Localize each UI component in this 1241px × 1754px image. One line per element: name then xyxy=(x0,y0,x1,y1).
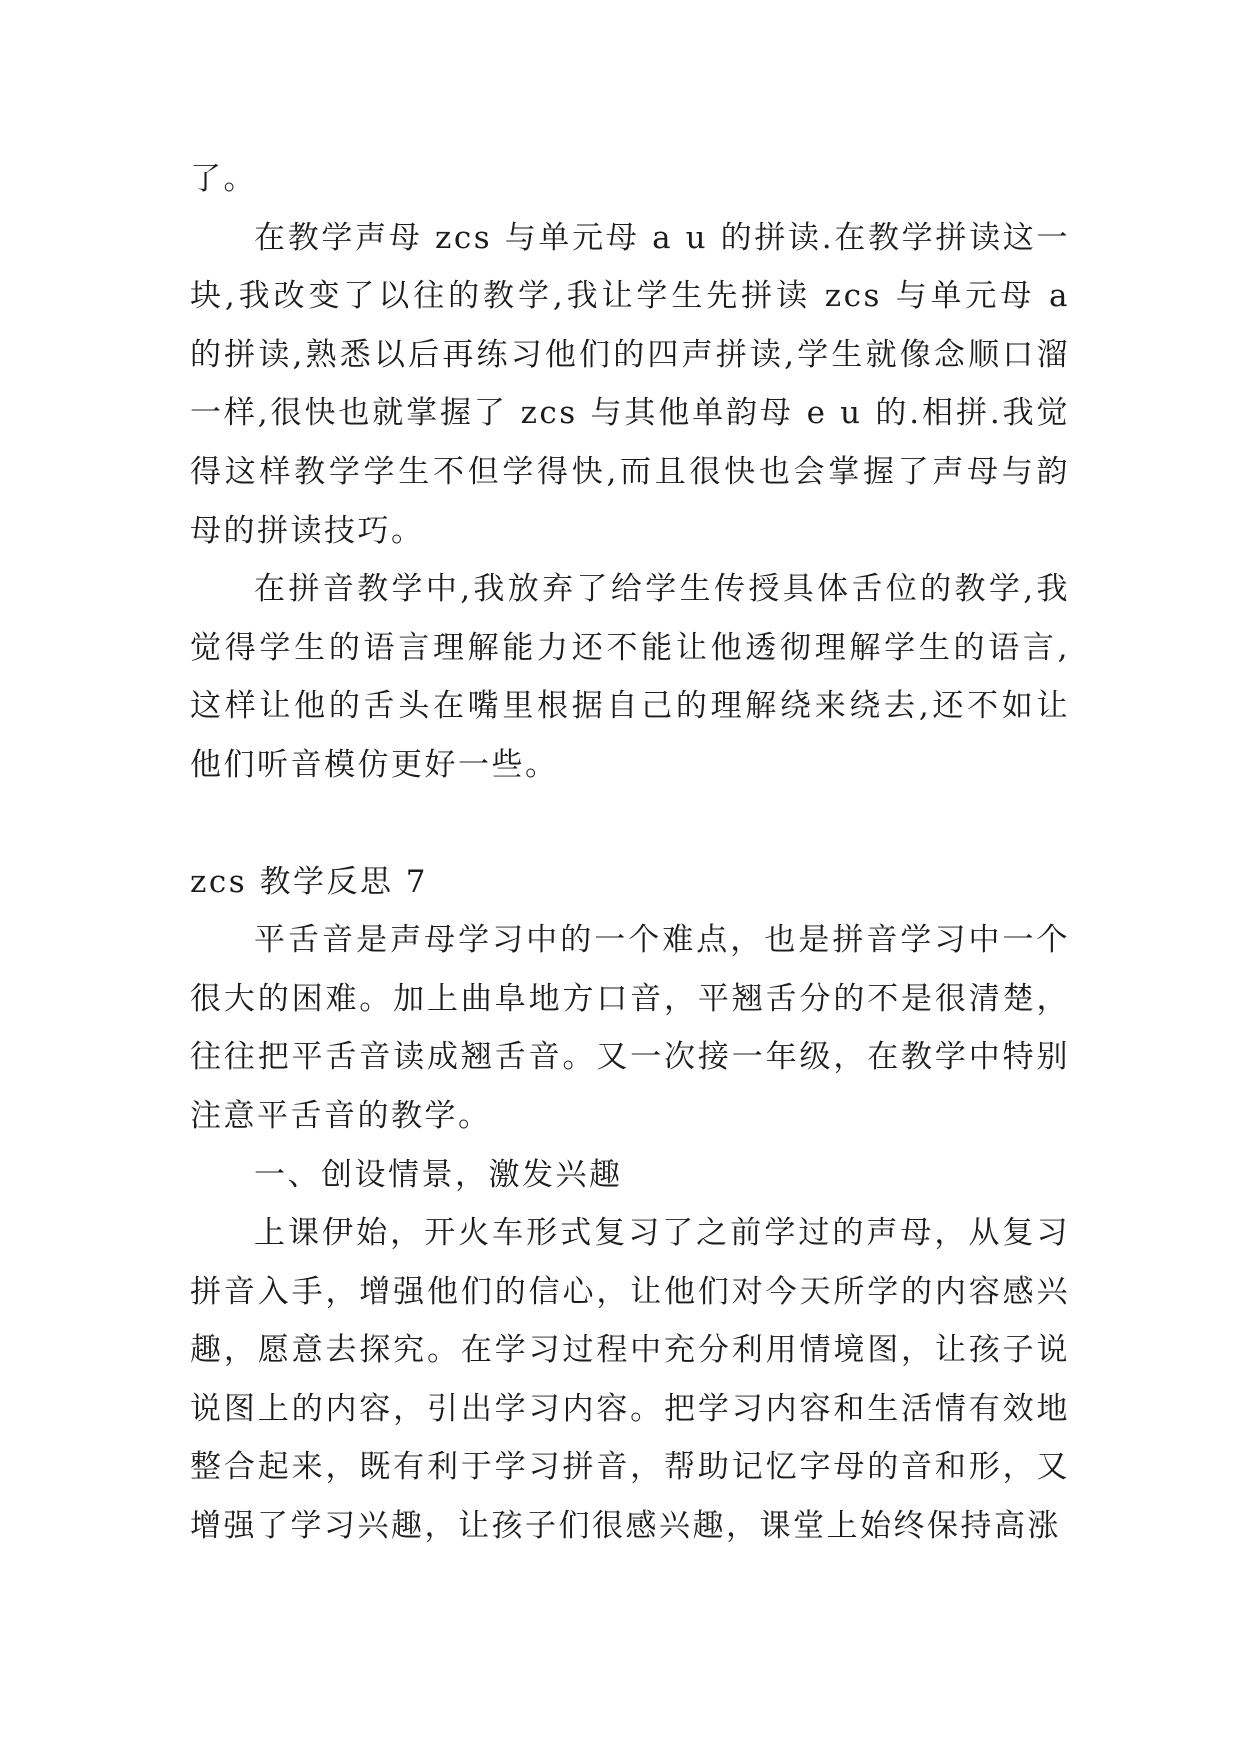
section-title: zcs 教学反思 7 xyxy=(190,863,429,900)
subheading-create-scenario: 一、创设情景，激发兴趣 xyxy=(254,1156,623,1193)
paragraph-continuation: 了。 xyxy=(190,161,257,197)
paragraph-flat-tongue: 平舌音是声母学习中的一个难点，也是拼音学习中一个很大的困难。加上曲阜地方口音，平翘舌分的不是很清楚，往往把平舌音读成翘舌音。又一次接一年级，在教学中特别注意平舌音的教学。 xyxy=(190,922,1070,1134)
paragraph-spacer xyxy=(190,795,1070,853)
paragraph-tongue-position: 在拼音教学中,我放弃了给学生传授具体舌位的教学,我觉得学生的语言理解能力还不能让他透彻理解学生的语言,这样让他的舌头在嘴里根据自己的理解绕来绕去,还不如让他们听音模仿更好一些。 xyxy=(190,571,1070,783)
paragraph-class-opening: 上课伊始，开火车形式复习了之前学过的声母，从复习拼音入手，增强他们的信心，让他们对今天所学的内容感兴趣，愿意去探究。在学习过程中充分利用情境图，让孩子说说图上的内容，引出学习内容。把学习内容和生活情有效地整合起来，既有利于学习拼音，帮助记忆字母的音和形，又增强了学习兴趣，让孩子们很感兴趣，课堂上始终保持高涨 xyxy=(190,1215,1070,1545)
paragraph-pinyin-reading: 在教学声母 zcs 与单元母 a u 的拼读.在教学拼读这一块,我改变了以往的教学,我让学生先拼读 zcs 与单元母 a 的拼读,熟悉以后再练习他们的四声拼读,学生就像念顺口溜一样,很快也就掌握了 zcs 与其他单韵母 e u 的.相拼.我觉得这样教学学生不但学得快,而且很快也会掌握了声母与韵母的拼读技巧。 xyxy=(190,219,1070,549)
document-body xyxy=(190,150,1070,1556)
